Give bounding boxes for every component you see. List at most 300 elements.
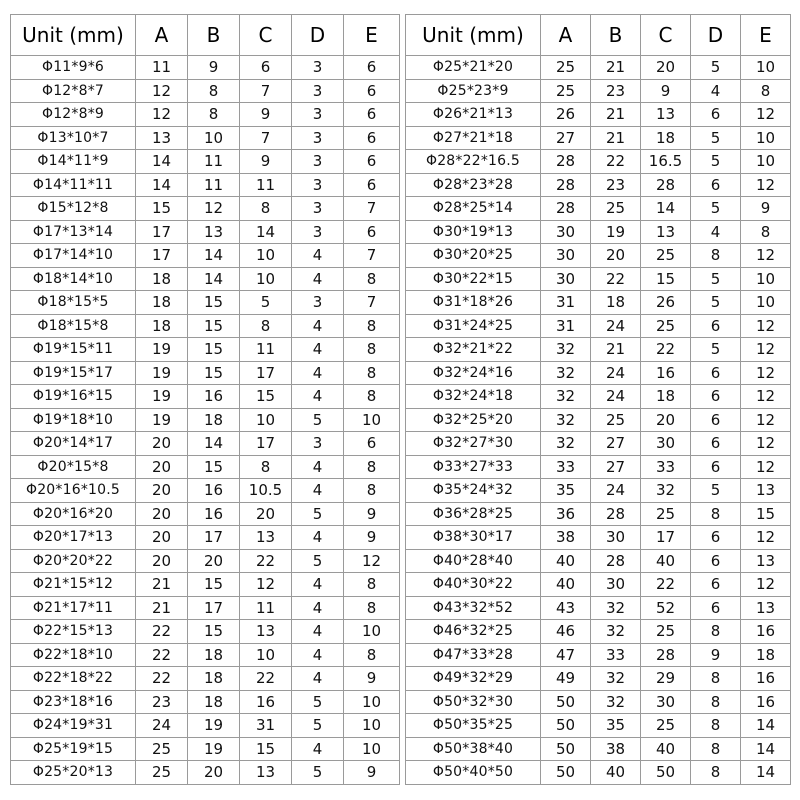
cell-a: 22 [136, 667, 188, 691]
cell-size: Φ20*16*20 [11, 502, 136, 526]
cell-d: 4 [292, 737, 344, 761]
cell-c: 40 [641, 737, 691, 761]
cell-b: 24 [591, 314, 641, 338]
cell-a: 30 [541, 244, 591, 268]
cell-size: Φ26*21*13 [406, 103, 541, 127]
cell-size: Φ30*19*13 [406, 220, 541, 244]
cell-c: 10 [240, 643, 292, 667]
cell-a: 47 [541, 643, 591, 667]
cell-e: 16 [741, 667, 791, 691]
header-unit: Unit (mm) [406, 15, 541, 56]
cell-size: Φ50*35*25 [406, 714, 541, 738]
table-row [11, 526, 400, 550]
cell-a: 14 [136, 150, 188, 174]
table-row [406, 432, 791, 456]
cell-c: 13 [240, 526, 292, 550]
cell-d: 5 [691, 197, 741, 221]
cell-c: 30 [641, 432, 691, 456]
table-row [406, 79, 791, 103]
table-row [11, 126, 400, 150]
cell-c: 30 [641, 690, 691, 714]
cell-b: 14 [188, 267, 240, 291]
table-body-right [406, 56, 791, 785]
cell-e: 18 [741, 643, 791, 667]
cell-c: 28 [641, 643, 691, 667]
cell-size: Φ12*8*9 [11, 103, 136, 127]
cell-d: 8 [691, 244, 741, 268]
cell-b: 35 [591, 714, 641, 738]
cell-c: 20 [641, 408, 691, 432]
cell-c: 7 [240, 126, 292, 150]
cell-c: 13 [641, 220, 691, 244]
cell-d: 6 [691, 385, 741, 409]
table-row [11, 291, 400, 315]
cell-c: 13 [240, 761, 292, 785]
cell-b: 30 [591, 573, 641, 597]
cell-b: 32 [591, 667, 641, 691]
cell-size: Φ33*27*33 [406, 455, 541, 479]
cell-c: 33 [641, 455, 691, 479]
cell-a: 49 [541, 667, 591, 691]
cell-d: 3 [292, 126, 344, 150]
cell-e: 8 [344, 385, 400, 409]
cell-d: 3 [292, 220, 344, 244]
table-row [406, 620, 791, 644]
cell-a: 50 [541, 714, 591, 738]
cell-e: 8 [344, 267, 400, 291]
cell-c: 10 [240, 244, 292, 268]
cell-d: 8 [691, 502, 741, 526]
cell-c: 20 [641, 56, 691, 80]
cell-e: 13 [741, 596, 791, 620]
cell-d: 8 [691, 761, 741, 785]
cell-size: Φ25*23*9 [406, 79, 541, 103]
cell-size: Φ25*20*13 [11, 761, 136, 785]
cell-size: Φ50*38*40 [406, 737, 541, 761]
cell-b: 30 [591, 526, 641, 550]
cell-size: Φ14*11*11 [11, 173, 136, 197]
cell-d: 3 [292, 432, 344, 456]
cell-size: Φ17*14*10 [11, 244, 136, 268]
header-b: B [591, 15, 641, 56]
cell-size: Φ50*40*50 [406, 761, 541, 785]
table-row [406, 197, 791, 221]
cell-a: 46 [541, 620, 591, 644]
cell-d: 5 [292, 761, 344, 785]
cell-b: 28 [591, 549, 641, 573]
cell-b: 11 [188, 173, 240, 197]
cell-size: Φ13*10*7 [11, 126, 136, 150]
cell-e: 6 [344, 432, 400, 456]
table-row [11, 573, 400, 597]
cell-e: 10 [344, 620, 400, 644]
table-row [406, 408, 791, 432]
table-row [11, 667, 400, 691]
table-row [406, 338, 791, 362]
cell-e: 6 [344, 126, 400, 150]
cell-e: 9 [344, 761, 400, 785]
cell-b: 16 [188, 502, 240, 526]
cell-e: 8 [344, 573, 400, 597]
cell-b: 11 [188, 150, 240, 174]
cell-c: 10.5 [240, 479, 292, 503]
cell-b: 40 [591, 761, 641, 785]
cell-size: Φ19*15*11 [11, 338, 136, 362]
table-row [406, 361, 791, 385]
table-row [11, 737, 400, 761]
cell-c: 50 [641, 761, 691, 785]
cell-d: 6 [691, 455, 741, 479]
cell-size: Φ22*18*10 [11, 643, 136, 667]
cell-d: 3 [292, 291, 344, 315]
cell-size: Φ20*17*13 [11, 526, 136, 550]
cell-b: 32 [591, 596, 641, 620]
cell-a: 18 [136, 267, 188, 291]
cell-size: Φ24*19*31 [11, 714, 136, 738]
cell-d: 5 [691, 267, 741, 291]
cell-e: 13 [741, 479, 791, 503]
cell-c: 10 [240, 267, 292, 291]
cell-e: 10 [344, 737, 400, 761]
cell-a: 21 [136, 596, 188, 620]
cell-d: 4 [292, 643, 344, 667]
cell-size: Φ21*17*11 [11, 596, 136, 620]
cell-a: 31 [541, 291, 591, 315]
cell-e: 12 [741, 103, 791, 127]
cell-a: 19 [136, 408, 188, 432]
cell-d: 3 [292, 173, 344, 197]
cell-size: Φ12*8*7 [11, 79, 136, 103]
cell-e: 10 [741, 150, 791, 174]
table-row [11, 714, 400, 738]
table-row [406, 526, 791, 550]
cell-e: 12 [741, 338, 791, 362]
cell-d: 6 [691, 549, 741, 573]
cell-c: 16 [240, 690, 292, 714]
cell-a: 26 [541, 103, 591, 127]
table-row [406, 267, 791, 291]
cell-a: 11 [136, 56, 188, 80]
cell-c: 9 [240, 150, 292, 174]
table-row [406, 573, 791, 597]
cell-e: 7 [344, 244, 400, 268]
cell-d: 9 [691, 643, 741, 667]
cell-b: 21 [591, 338, 641, 362]
cell-a: 28 [541, 197, 591, 221]
cell-b: 10 [188, 126, 240, 150]
cell-a: 40 [541, 573, 591, 597]
cell-size: Φ27*21*18 [406, 126, 541, 150]
cell-a: 12 [136, 103, 188, 127]
cell-a: 20 [136, 526, 188, 550]
table-row [11, 314, 400, 338]
cell-size: Φ11*9*6 [11, 56, 136, 80]
cell-c: 15 [240, 385, 292, 409]
table-row [406, 690, 791, 714]
cell-e: 8 [344, 455, 400, 479]
cell-d: 8 [691, 690, 741, 714]
cell-size: Φ14*11*9 [11, 150, 136, 174]
cell-a: 32 [541, 408, 591, 432]
cell-e: 14 [741, 737, 791, 761]
header-e: E [741, 15, 791, 56]
cell-size: Φ25*21*20 [406, 56, 541, 80]
table-row [11, 244, 400, 268]
cell-size: Φ20*16*10.5 [11, 479, 136, 503]
cell-b: 21 [591, 56, 641, 80]
cell-d: 5 [691, 338, 741, 362]
cell-d: 4 [292, 479, 344, 503]
cell-b: 24 [591, 361, 641, 385]
cell-a: 28 [541, 173, 591, 197]
cell-d: 3 [292, 79, 344, 103]
cell-a: 30 [541, 220, 591, 244]
table-row [406, 596, 791, 620]
cell-b: 18 [188, 408, 240, 432]
cell-d: 6 [691, 314, 741, 338]
cell-a: 22 [136, 643, 188, 667]
cell-a: 24 [136, 714, 188, 738]
header-unit: Unit (mm) [11, 15, 136, 56]
cell-d: 4 [292, 667, 344, 691]
cell-b: 24 [591, 385, 641, 409]
cell-size: Φ38*30*17 [406, 526, 541, 550]
cell-b: 15 [188, 314, 240, 338]
cell-d: 5 [691, 150, 741, 174]
cell-b: 15 [188, 573, 240, 597]
cell-c: 11 [240, 338, 292, 362]
cell-a: 50 [541, 690, 591, 714]
cell-d: 3 [292, 150, 344, 174]
table-row [11, 361, 400, 385]
cell-size: Φ49*32*29 [406, 667, 541, 691]
cell-a: 20 [136, 549, 188, 573]
cell-size: Φ30*20*25 [406, 244, 541, 268]
header-row [11, 15, 400, 56]
cell-b: 22 [591, 267, 641, 291]
cell-e: 9 [344, 526, 400, 550]
header-a: A [136, 15, 188, 56]
cell-b: 15 [188, 455, 240, 479]
cell-b: 14 [188, 432, 240, 456]
table-row [11, 150, 400, 174]
cell-b: 18 [188, 667, 240, 691]
cell-e: 12 [741, 455, 791, 479]
cell-e: 12 [741, 361, 791, 385]
cell-e: 6 [344, 79, 400, 103]
cell-e: 7 [344, 197, 400, 221]
cell-c: 12 [240, 573, 292, 597]
cell-size: Φ35*24*32 [406, 479, 541, 503]
cell-b: 18 [591, 291, 641, 315]
table-row [11, 620, 400, 644]
cell-c: 25 [641, 314, 691, 338]
table-row [11, 338, 400, 362]
cell-a: 36 [541, 502, 591, 526]
cell-e: 6 [344, 56, 400, 80]
cell-b: 20 [591, 244, 641, 268]
cell-e: 6 [344, 103, 400, 127]
cell-a: 50 [541, 761, 591, 785]
cell-d: 4 [292, 361, 344, 385]
cell-c: 13 [641, 103, 691, 127]
cell-c: 25 [641, 714, 691, 738]
cell-size: Φ32*24*18 [406, 385, 541, 409]
cell-c: 18 [641, 126, 691, 150]
cell-b: 21 [591, 103, 641, 127]
table-row [11, 502, 400, 526]
cell-a: 17 [136, 220, 188, 244]
cell-size: Φ23*18*16 [11, 690, 136, 714]
cell-e: 10 [741, 56, 791, 80]
cell-a: 20 [136, 479, 188, 503]
cell-a: 32 [541, 338, 591, 362]
cell-b: 15 [188, 361, 240, 385]
table-row [406, 244, 791, 268]
cell-b: 15 [188, 291, 240, 315]
cell-c: 32 [641, 479, 691, 503]
table-row [406, 173, 791, 197]
cell-c: 14 [240, 220, 292, 244]
cell-c: 25 [641, 502, 691, 526]
cell-a: 27 [541, 126, 591, 150]
cell-d: 6 [691, 173, 741, 197]
cell-b: 27 [591, 432, 641, 456]
cell-d: 4 [691, 79, 741, 103]
table-row [11, 173, 400, 197]
cell-a: 28 [541, 150, 591, 174]
cell-a: 19 [136, 385, 188, 409]
cell-size: Φ20*20*22 [11, 549, 136, 573]
cell-a: 14 [136, 173, 188, 197]
cell-e: 15 [741, 502, 791, 526]
cell-size: Φ25*19*15 [11, 737, 136, 761]
table-row [406, 714, 791, 738]
cell-size: Φ32*21*22 [406, 338, 541, 362]
cell-c: 11 [240, 173, 292, 197]
cell-b: 25 [591, 197, 641, 221]
cell-b: 18 [188, 690, 240, 714]
cell-e: 14 [741, 714, 791, 738]
cell-e: 9 [344, 667, 400, 691]
cell-size: Φ22*18*22 [11, 667, 136, 691]
cell-a: 25 [136, 737, 188, 761]
table-row [406, 643, 791, 667]
cell-a: 18 [136, 291, 188, 315]
spec-table-container [10, 14, 790, 784]
cell-a: 50 [541, 737, 591, 761]
cell-c: 17 [240, 432, 292, 456]
cell-b: 23 [591, 79, 641, 103]
cell-b: 13 [188, 220, 240, 244]
cell-b: 27 [591, 455, 641, 479]
cell-d: 5 [292, 690, 344, 714]
cell-b: 19 [188, 714, 240, 738]
cell-a: 32 [541, 361, 591, 385]
cell-e: 8 [741, 79, 791, 103]
cell-c: 15 [240, 737, 292, 761]
cell-d: 8 [691, 620, 741, 644]
cell-c: 22 [240, 549, 292, 573]
cell-a: 33 [541, 455, 591, 479]
cell-d: 8 [691, 737, 741, 761]
cell-e: 16 [741, 690, 791, 714]
table-row [11, 643, 400, 667]
cell-c: 5 [240, 291, 292, 315]
cell-b: 16 [188, 479, 240, 503]
header-d: D [691, 15, 741, 56]
cell-a: 25 [136, 761, 188, 785]
cell-e: 12 [741, 408, 791, 432]
cell-a: 32 [541, 385, 591, 409]
cell-d: 4 [292, 314, 344, 338]
cell-size: Φ46*32*25 [406, 620, 541, 644]
cell-d: 3 [292, 56, 344, 80]
cell-size: Φ17*13*14 [11, 220, 136, 244]
cell-a: 23 [136, 690, 188, 714]
cell-c: 10 [240, 408, 292, 432]
cell-size: Φ19*16*15 [11, 385, 136, 409]
cell-c: 22 [240, 667, 292, 691]
table-row [406, 150, 791, 174]
cell-e: 8 [344, 643, 400, 667]
cell-size: Φ50*32*30 [406, 690, 541, 714]
cell-b: 16 [188, 385, 240, 409]
cell-a: 43 [541, 596, 591, 620]
cell-b: 20 [188, 549, 240, 573]
cell-c: 28 [641, 173, 691, 197]
cell-d: 4 [292, 596, 344, 620]
cell-size: Φ20*14*17 [11, 432, 136, 456]
cell-size: Φ18*14*10 [11, 267, 136, 291]
cell-size: Φ36*28*25 [406, 502, 541, 526]
table-row [406, 314, 791, 338]
cell-a: 25 [541, 56, 591, 80]
cell-b: 28 [591, 502, 641, 526]
cell-e: 6 [344, 150, 400, 174]
cell-b: 18 [188, 643, 240, 667]
cell-c: 11 [240, 596, 292, 620]
table-row [406, 385, 791, 409]
header-b: B [188, 15, 240, 56]
cell-a: 21 [136, 573, 188, 597]
table-row [11, 432, 400, 456]
table-row [406, 126, 791, 150]
cell-c: 16 [641, 361, 691, 385]
cell-e: 12 [741, 526, 791, 550]
cell-size: Φ28*23*28 [406, 173, 541, 197]
cell-size: Φ19*18*10 [11, 408, 136, 432]
table-row [11, 385, 400, 409]
cell-b: 32 [591, 620, 641, 644]
cell-b: 19 [591, 220, 641, 244]
cell-b: 12 [188, 197, 240, 221]
cell-size: Φ20*15*8 [11, 455, 136, 479]
cell-e: 10 [741, 291, 791, 315]
cell-b: 23 [591, 173, 641, 197]
cell-a: 19 [136, 338, 188, 362]
header-c: C [240, 15, 292, 56]
cell-size: Φ31*24*25 [406, 314, 541, 338]
cell-a: 15 [136, 197, 188, 221]
cell-e: 8 [344, 338, 400, 362]
header-e: E [344, 15, 400, 56]
cell-d: 5 [691, 126, 741, 150]
cell-c: 40 [641, 549, 691, 573]
cell-size: Φ32*27*30 [406, 432, 541, 456]
cell-size: Φ40*28*40 [406, 549, 541, 573]
cell-b: 22 [591, 150, 641, 174]
